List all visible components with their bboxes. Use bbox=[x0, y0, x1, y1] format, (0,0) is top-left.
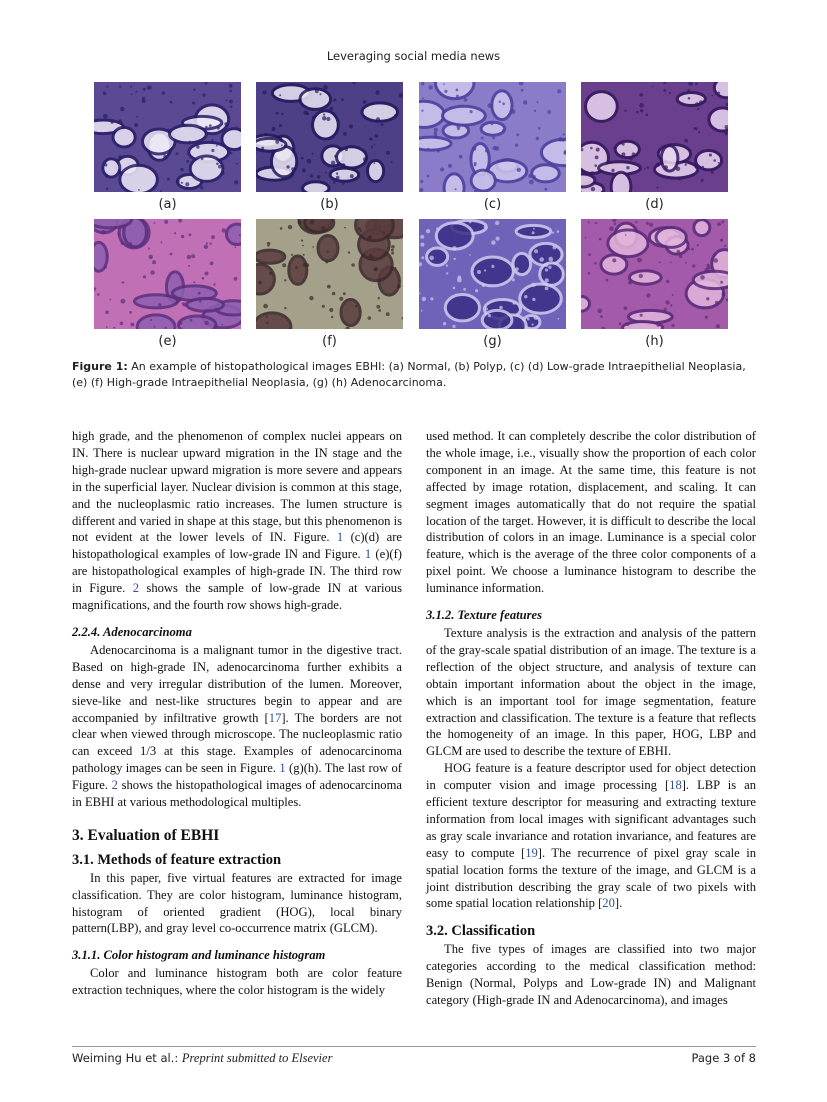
histology-image bbox=[94, 82, 241, 192]
subsubsection-heading-adenocarcinoma: 2.2.4. Adenocarcinoma bbox=[72, 624, 192, 639]
figure-ref-link[interactable]: 1 bbox=[364, 547, 372, 562]
citation-link[interactable]: 18 bbox=[669, 778, 682, 793]
figure-1 bbox=[94, 82, 734, 352]
subfigure-label: (a) bbox=[158, 197, 177, 212]
footer-page-number: Page 3 of 8 bbox=[691, 1051, 756, 1065]
paragraph-classification: The five types of images are classified into two major categories according to the medical classification method: Benign (Normal, Polyps and Low-grade IN) and Malignant category (High-grade IN and Adenocarcinoma), and images bbox=[426, 942, 756, 1007]
paragraph-hog-lbp-glcm: HOG feature is a feature descriptor used for object detection in computer vision and image processing [18]. LBP is an efficient texture descriptor for measuring and extracting texture information from local images with significant advantages such as gray scale invariance and rotation invariance, and features are easy to compute [19]. The recurrence of pixel gray scale in spatial location forms the texture of the image, and GLCM is a joint distribution describing the gray scale of two pixels with some spatial location relationship [20]. bbox=[426, 761, 756, 911]
subsection-heading-classification: 3.2. Classification bbox=[426, 923, 536, 940]
footer-venue: Preprint submitted to Elsevier bbox=[181, 1051, 333, 1065]
paragraph-color-histogram-cont: used method. It can completely describe the color distribution of the whole image, i.e., visually show the proportion of each color component in an image. At the same time, this feature is not affected by image rotation, displacement, and scaling. It can segment images automatically that do not require the spatial location of the target. However, it is difficult to describe the local distribution of colors in an image. Luminance is a special color feature, which is the average of the three color components of a pixel point. We choose a luminance histogram to describe the luminance information. bbox=[426, 429, 756, 596]
subsubsection-heading-color-histogram: 3.1.1. Color histogram and luminance histogram bbox=[72, 948, 326, 963]
footer-citation: Weiming Hu et al.: Preprint submitted to Elsevier bbox=[72, 1051, 333, 1065]
subfigure-label: (f) bbox=[322, 334, 337, 349]
paragraph-feature-extraction: In this paper, five virtual features are extracted for image classification. They are color histogram, luminance histogram, histogram of oriented gradient (HOG), local binary pattern(LBP), and gray level co-occurrence matrix (GLCM). bbox=[72, 870, 402, 936]
figure-ref-link[interactable]: 2 bbox=[132, 581, 139, 596]
histology-image bbox=[256, 219, 403, 329]
paragraph-color-histogram: Color and luminance histogram both are color feature extraction techniques, where the color histogram is the widely bbox=[72, 966, 402, 998]
paragraph-in-description: high grade, and the phenomenon of complex nuclei appears on IN. There is nuclear upward migration in the IN stage and the high-grade nuclear upward migration is more severe and appears in the superficial layer. Nuclear division is common at this stage, and the nucleoplasmic ratio increases. The lumen structure is different and varied in shape at this stage, but this phenomenon is not evident at the lower levels of IN. Figure. 1 (c)(d) are histopathological examples of low-grade IN and Figure. 1 (e)(f) are histopathological examples of high-grade IN. The third row in Figure. 2 shows the sample of low-grade IN at various magnifications, and the fourth row shows high-grade. bbox=[72, 429, 403, 613]
section-heading-evaluation: 3. Evaluation of EBHI bbox=[72, 826, 220, 844]
histology-image bbox=[256, 82, 403, 192]
figure-caption-label: Figure 1: bbox=[72, 360, 128, 373]
histology-image bbox=[581, 219, 728, 329]
subfigure-label: (g) bbox=[483, 334, 502, 349]
left-column bbox=[72, 428, 402, 999]
subfigure-label: (c) bbox=[483, 197, 502, 212]
subsubsection-heading-texture: 3.1.2. Texture features bbox=[426, 608, 543, 623]
right-column bbox=[426, 428, 756, 1009]
paragraph-texture: Texture analysis is the extraction and analysis of the pattern of the gray-scale spatial distribution of an image. The texture is a reflection of the object structure, and analysis of texture can obtain important information about the object in the image, which is an important tool for image segmentation, feature extraction and classification. The texture is a feature that reflects the homogeneity of an image. In this paper, HOG, LBP and GLCM are used to describe the texture of EBHI. bbox=[426, 625, 756, 759]
subfigure-label: (d) bbox=[645, 197, 664, 212]
subfigure-label: (h) bbox=[645, 334, 664, 349]
citation-link[interactable]: 17 bbox=[268, 710, 282, 725]
subsection-heading-feature-extraction: 3.1. Methods of feature extraction bbox=[72, 851, 282, 868]
paragraph-adenocarcinoma: Adenocarcinoma is a malignant tumor in the digestive tract. Based on high-grade IN, adenocarcinoma further exhibits a dense and very irregular distribution of the lumen. Moreover, sieve-like and nest-like structures begin to appear and are accompanied by infiltrative growth [17]. The borders are not clear when viewed through microscope. The nucleoplasmic ratio can exceed 1/3 at this stage. Examples of adenocarcinoma pathology images can be seen in Figure. 1 (g)(h). The last row of Figure. 2 shows the histopathological images of adenocarcinoma in EBHI at various methodological multiples. bbox=[72, 642, 402, 810]
citation-link[interactable]: 19 bbox=[525, 845, 538, 860]
figure-ref-link[interactable]: 2 bbox=[111, 778, 118, 793]
figure-ref-link[interactable]: 1 bbox=[336, 530, 344, 545]
subfigure-label: (b) bbox=[320, 197, 339, 212]
figure-caption bbox=[72, 359, 762, 391]
histology-image bbox=[94, 219, 241, 329]
histology-image bbox=[581, 82, 728, 192]
running-header: Leveraging social media news bbox=[326, 49, 501, 63]
figure-caption-text: An example of histopathological images EBHI: (a) Normal, (b) Polyp, (c) (d) Low-grade Intraepithelial Neoplasia, (e) (f) High-grade Intraepithelial Neoplasia, (g) (h) Adenocarcinoma. bbox=[72, 360, 746, 389]
citation-link[interactable]: 20 bbox=[602, 896, 615, 911]
footer-rule bbox=[72, 1046, 756, 1047]
histology-image bbox=[419, 82, 566, 192]
subfigure-label: (e) bbox=[158, 334, 177, 349]
histology-image bbox=[419, 219, 566, 329]
figure-ref-link[interactable]: 1 bbox=[279, 761, 286, 776]
